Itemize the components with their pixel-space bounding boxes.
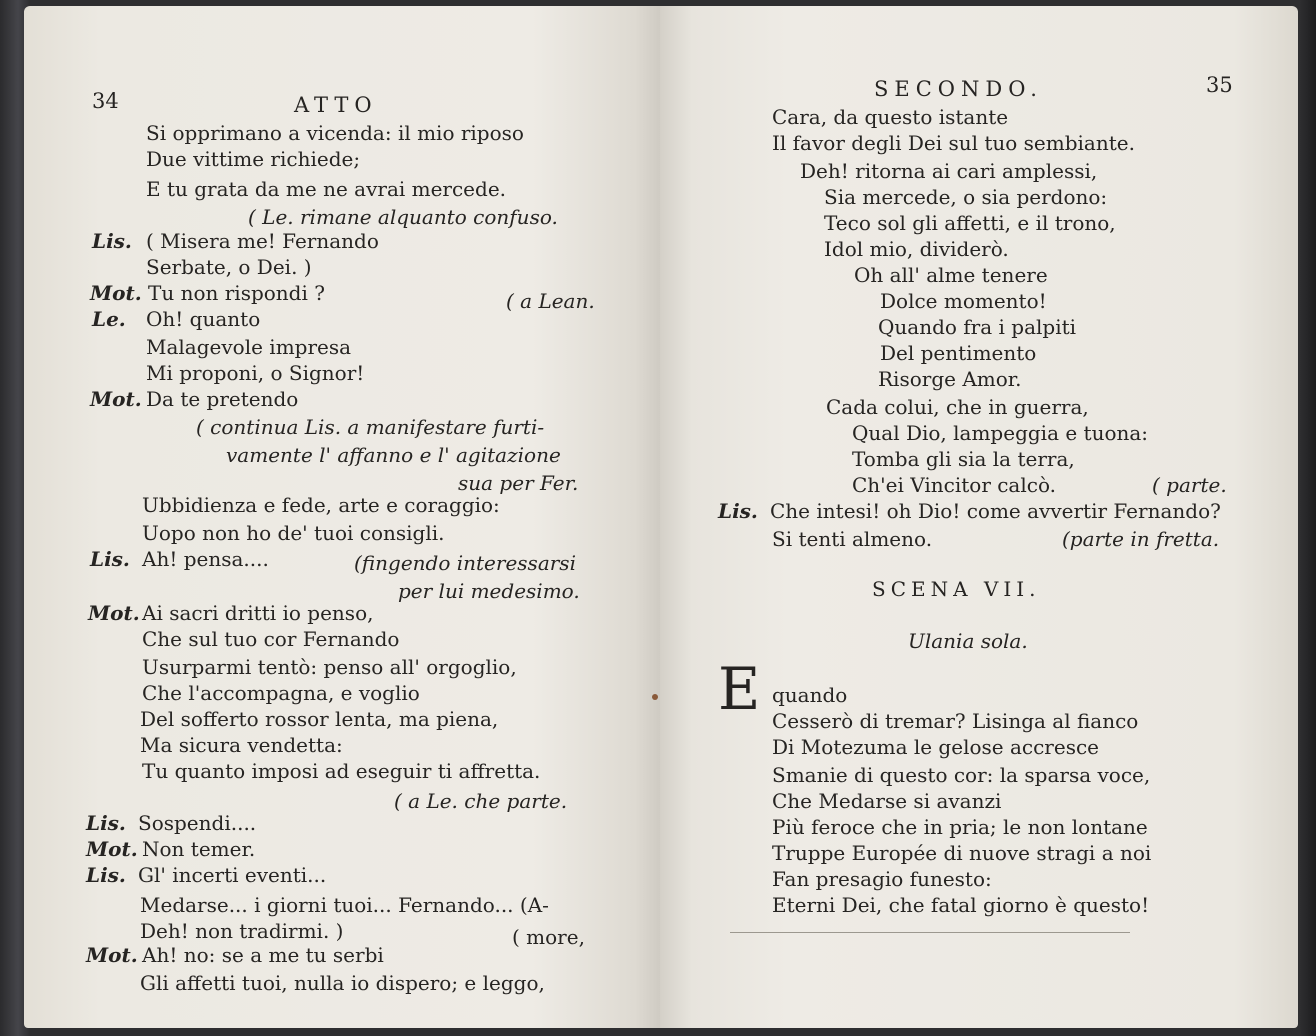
verse-line: Che Medarse si avanzi [772, 789, 1002, 813]
verse-line: Truppe Europée di nuove stragi a noi [772, 841, 1152, 865]
stage-direction: (parte in fretta. [1062, 527, 1220, 551]
verse-line: Tu non rispondi ? [148, 281, 325, 305]
verse-line: Serbate, o Dei. ) [146, 255, 312, 279]
verse-line: Che l'accompagna, e voglio [142, 681, 420, 705]
verse-line: Eterni Dei, che fatal giorno è questo! [772, 893, 1150, 917]
left-page [24, 6, 660, 1028]
verse-line: Usurparmi tentò: penso all' orgoglio, [142, 655, 517, 679]
verse-line: quando [772, 683, 848, 707]
stage-direction: ( Le. rimane alquanto confuso. [248, 205, 558, 229]
stage-direction: ( more, [512, 925, 585, 949]
scene-subtitle: Ulania sola. [908, 629, 1028, 653]
verse-line: Da te pretendo [146, 387, 299, 411]
verse-line: Mi proponi, o Signor! [146, 361, 365, 385]
verse-line: Oh all' alme tenere [854, 263, 1048, 287]
verse-line: Ma sicura vendetta: [140, 733, 343, 757]
running-head-right: SECONDO. [874, 77, 1043, 101]
verse-line: Sia mercede, o sia perdono: [824, 185, 1108, 209]
verse-line: Si tenti almeno. [772, 527, 933, 551]
stage-direction: per lui medesimo. [398, 579, 580, 603]
stage-direction: (fingendo interessarsi [354, 551, 576, 575]
running-head-left: ATTO [294, 93, 378, 117]
verse-line: Medarse... i giorni tuoi... Fernando... (A- [140, 893, 549, 917]
speaker-label: Mot. [86, 837, 138, 861]
verse-line: Quando fra i palpiti [878, 315, 1077, 339]
verse-line: Ah! no: se a me tu serbi [142, 943, 384, 967]
scene-heading: SCENA VII. [872, 577, 1041, 601]
stage-direction: vamente l' affanno e l' agitazione [226, 443, 561, 467]
verse-line: Gl' incerti eventi... [138, 863, 327, 887]
verse-line: Deh! ritorna ai cari amplessi, [800, 159, 1098, 183]
verse-line: Più feroce che in pria; le non lontane [772, 815, 1148, 839]
verse-line: Non temer. [142, 837, 256, 861]
verse-line: Del pentimento [880, 341, 1037, 365]
bottom-rule [730, 932, 1130, 933]
verse-line: Che sul tuo cor Fernando [142, 627, 400, 651]
verse-line: Smanie di questo cor: la sparsa voce, [772, 763, 1151, 787]
verse-line: Ai sacri dritti io penso, [142, 601, 374, 625]
verse-line: Deh! non tradirmi. ) [140, 919, 344, 943]
verse-line: Gli affetti tuoi, nulla io dispero; e leggo, [140, 971, 545, 995]
verse-line: Teco sol gli affetti, e il trono, [824, 211, 1116, 235]
verse-line: Cara, da questo istante [772, 105, 1009, 129]
speaker-label: Lis. [92, 229, 132, 253]
speaker-label: Lis. [86, 811, 126, 835]
speaker-label: Lis. [90, 547, 130, 571]
verse-line: E tu grata da me ne avrai mercede. [146, 177, 507, 201]
verse-line: Malagevole impresa [146, 335, 352, 359]
page-number-left: 34 [92, 89, 119, 113]
verse-line: Di Motezuma le gelose accresce [772, 735, 1099, 759]
verse-line: Tu quanto imposi ad eseguir ti affretta. [142, 759, 541, 783]
stage-direction: ( a Lean. [506, 289, 595, 313]
stage-direction: sua per Fer. [458, 471, 579, 495]
speaker-label: Mot. [90, 387, 142, 411]
verse-line: Si opprimano a vicenda: il mio riposo [146, 121, 524, 145]
speaker-label: Mot. [86, 943, 138, 967]
verse-line: Due vittime richiede; [146, 147, 361, 171]
verse-line: Oh! quanto [146, 307, 261, 331]
drop-cap: E [718, 655, 761, 723]
verse-line: Cada colui, che in guerra, [826, 395, 1089, 419]
gutter-mark [652, 694, 658, 700]
verse-line: Il favor degli Dei sul tuo sembiante. [772, 131, 1135, 155]
verse-line: Sospendi.... [138, 811, 257, 835]
speaker-label: Le. [92, 307, 126, 331]
stage-direction: ( parte. [1152, 473, 1227, 497]
verse-line: Ch'ei Vincitor calcò. [852, 473, 1057, 497]
speaker-label: Lis. [86, 863, 126, 887]
stage-direction: ( a Le. che parte. [394, 789, 568, 813]
speaker-label: Mot. [88, 601, 140, 625]
verse-line: Del sofferto rossor lenta, ma piena, [140, 707, 499, 731]
right-page [660, 6, 1298, 1028]
speaker-label: Mot. [90, 281, 142, 305]
stage-direction: ( continua Lis. a manifestare furti- [196, 415, 545, 439]
page-number-right: 35 [1206, 73, 1233, 97]
verse-line: ( Misera me! Fernando [146, 229, 379, 253]
verse-line: Che intesi! oh Dio! come avvertir Fernando? [770, 499, 1221, 523]
verse-line: Qual Dio, lampeggia e tuona: [852, 421, 1149, 445]
verse-line: Dolce momento! [880, 289, 1047, 313]
verse-line: Tomba gli sia la terra, [852, 447, 1075, 471]
verse-line: Idol mio, dividerò. [824, 237, 1009, 261]
verse-line: Risorge Amor. [878, 367, 1022, 391]
verse-line: Cesserò di tremar? Lisinga al fianco [772, 709, 1139, 733]
verse-line: Ah! pensa.... [142, 547, 269, 571]
verse-line: Ubbidienza e fede, arte e coraggio: [142, 493, 500, 517]
verse-line: Fan presagio funesto: [772, 867, 992, 891]
verse-line: Uopo non ho de' tuoi consigli. [142, 521, 445, 545]
speaker-label: Lis. [718, 499, 758, 523]
